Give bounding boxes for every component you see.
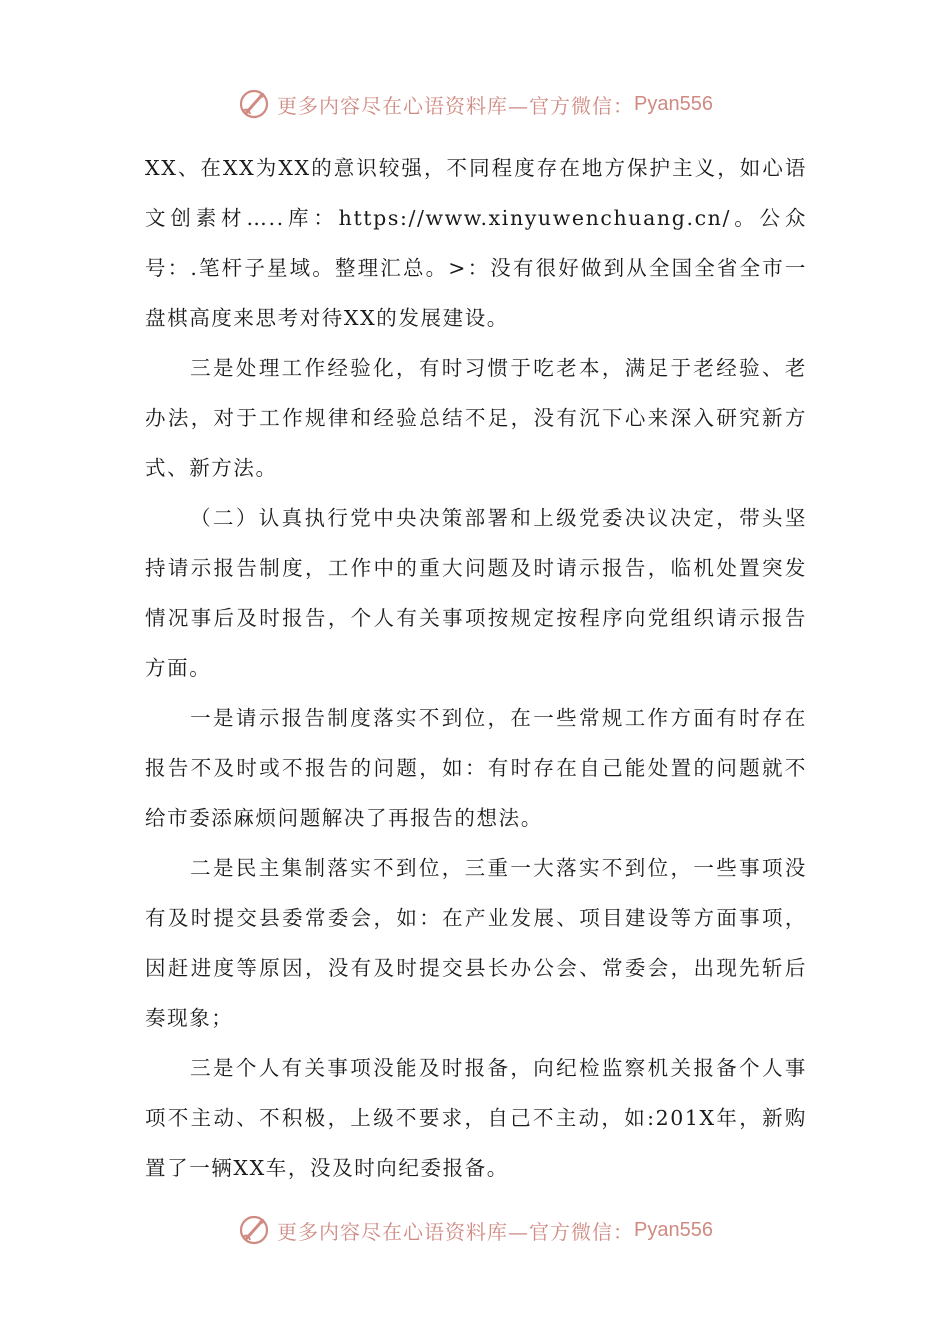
footer-banner: [0, 1208, 950, 1252]
footer-banner-text: 更多内容尽在心语资料库—官方微信：: [277, 1219, 635, 1244]
footer-banner-handle: Pyan556: [634, 1218, 713, 1241]
pen-logo-icon: [237, 87, 271, 121]
header-banner-text: 更多内容尽在心语资料库—官方微信：: [277, 93, 635, 118]
paragraph: 一是请示报告制度落实不到位，在一些常规工作方面有时存在报告不及时或不报告的问题，如：有时存在自己能处置的问题就不给市委添麻烦问题解决了再报告的想法。: [145, 706, 807, 830]
paragraph: 三是个人有关事项没能及时报备，向纪检监察机关报备个人事项不主动、不积极，上级不要求，自己不主动，如:201X年，新购置了一辆XX车，没及时向纪委报备。: [145, 1056, 807, 1180]
header-banner-handle: Pyan556: [634, 92, 713, 115]
pen-logo-icon: [237, 1213, 271, 1247]
paragraph: 三是处理工作经验化，有时习惯于吃老本，满足于老经验、老办法，对于工作规律和经验总结不足，没有沉下心来深入研究新方式、新方法。: [145, 356, 807, 480]
document-body: [145, 143, 807, 1193]
paragraph: 二是民主集制落实不到位，三重一大落实不到位，一些事项没有及时提交县委常委会，如：在产业发展、项目建设等方面事项，因赶进度等原因，没有及时提交县长办公会、常委会，出现先斩后奏现象；: [145, 856, 807, 1030]
paragraph: （二）认真执行党中央决策部署和上级党委决议决定，带头坚持请示报告制度，工作中的重大问题及时请示报告，临机处置突发情况事后及时报告，个人有关事项按规定按程序向党组织请示报告方面。: [145, 506, 807, 680]
paragraph: XX、在XX为XX的意识较强，不同程度存在地方保护主义，如心语文创素材…..库：https://www.xinyuwenchuang.cn/。公众号：.笔杆子星域。整理汇总。>：没有很好做到从全国全省全市一盘棋高度来思考对待XX的发展建设。: [145, 156, 807, 330]
header-banner: [0, 82, 950, 126]
